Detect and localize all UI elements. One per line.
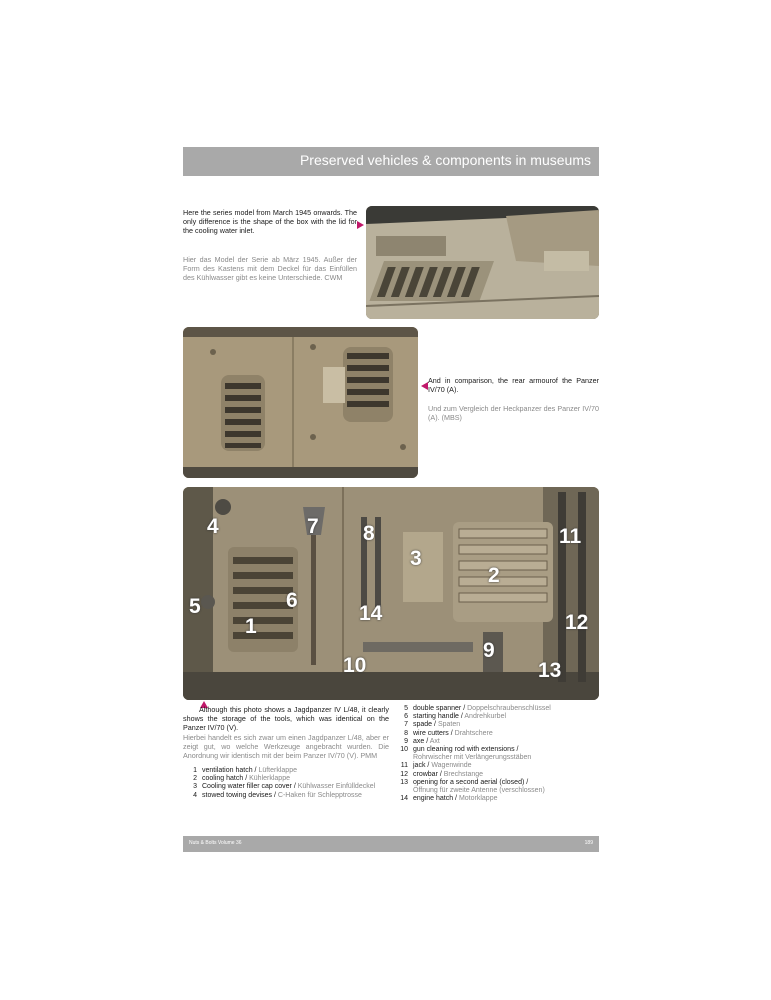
page-footer [183, 836, 599, 852]
photo-label-13: 13 [538, 659, 562, 682]
legend-number: 10 [400, 746, 408, 754]
caption-bottom-de: Hierbei handelt es sich zwar um einen Jagdpanzer L/48, aber er zeigt gut, wo welche Werkzeuge angebracht wurden. Die Anordnung wir identisch mit der beim Panzer IV/70 (V). PMM [183, 733, 389, 760]
legend-item [183, 775, 393, 783]
legend-separator: / [516, 746, 519, 754]
legend-term-de: Öffnung für zweite Antenne (verschlossen) [413, 787, 545, 795]
photo-label-5: 5 [189, 595, 201, 618]
legend-term-en: opening for a second aerial (closed) [413, 778, 525, 786]
legend-term-de: Doppelschraubenschlüssel [467, 705, 551, 712]
legend-number: 1 [193, 767, 197, 774]
legend-number: 3 [193, 783, 197, 791]
legend-separator: / [463, 705, 466, 712]
legend-separator: / [434, 721, 436, 729]
legend-number: 6 [404, 713, 408, 721]
legend-item [183, 783, 393, 791]
photo-label-1: 1 [245, 615, 257, 638]
legend-term-en: engine hatch [413, 795, 454, 803]
caption-top-en: Here the series model from March 1945 onwards. The only difference is the shape of the box with the lid for the cooling water inlet. [183, 208, 357, 235]
legend-term-en: gun cleaning rod with extensions [413, 746, 515, 754]
legend-term-de: Kühlerklappe [249, 775, 290, 783]
legend-number: 7 [404, 721, 408, 729]
legend-term-en: ventilation hatch [202, 767, 253, 774]
legend-term-de: Andrehkurbel [464, 713, 507, 721]
photo-label-9: 9 [483, 639, 495, 662]
legend-item [183, 767, 393, 775]
legend-term-de: Lüfterklappe [258, 767, 297, 774]
caption-pointer-left-icon [421, 382, 428, 390]
photo-label-10: 10 [343, 654, 367, 677]
legend-term-de: Wagenwinde [431, 762, 472, 770]
legend-number: 5 [404, 705, 408, 712]
legend-item [394, 762, 599, 770]
legend-term-de: Axt [429, 737, 440, 745]
photo-label-2: 2 [488, 564, 500, 587]
page-number: 189 [584, 840, 593, 846]
legend-term-en: jack [413, 762, 426, 770]
photo-label-7: 7 [307, 515, 319, 538]
legend-number: 11 [400, 762, 408, 770]
photo-label-4: 4 [207, 515, 219, 538]
legend-item [183, 792, 393, 800]
legend-term-de: Rohrwischer mit Verlängerungsstäben [413, 754, 532, 762]
legend-item [394, 705, 599, 713]
legend-number: 4 [193, 791, 197, 799]
caption-bottom-en: Although this photo shows a Jagdpanzer IV L/48, it clearly shows the storage of the tools, which was identical on the Panzer IV/70 (V). [183, 705, 389, 732]
legend-term-de: Motorklappe [458, 795, 498, 803]
legend-item [394, 730, 599, 738]
legend-item [394, 738, 599, 746]
legend-term-en: stowed towing devises [202, 791, 273, 799]
legend-term-en: starting handle [413, 713, 459, 721]
legend-term-en: spade [413, 721, 433, 729]
caption-top-de: Hier das Model der Serie ab März 1945. Außer der Form des Kastens mit dem Deckel für das Einfüllen des Kühlwasser gibt es keine Unterschiede. CWM [183, 255, 357, 282]
legend-term-en: cooling hatch [202, 775, 244, 783]
photo-label-3: 3 [410, 547, 422, 570]
legend-term-en: double spanner [413, 705, 462, 712]
page-title: Preserved vehicles & components in museums [299, 152, 591, 168]
photo-label-11: 11 [559, 525, 582, 548]
caption-middle-en: And in comparison, the rear armourof the Panzer IV/70 (A). [428, 376, 599, 394]
photo-label-6: 6 [286, 589, 298, 612]
legend-separator: / [460, 713, 463, 721]
legend-item [394, 771, 599, 779]
legend-number: 14 [400, 795, 408, 803]
legend-number: 12 [400, 770, 408, 778]
legend-separator: / [526, 778, 529, 786]
legend-item [394, 795, 599, 803]
legend-term-en: wire cutters [413, 729, 449, 737]
legend-separator: / [427, 762, 430, 770]
legend-item [394, 721, 599, 729]
photo-tool-storage-jagdpanzer [183, 487, 599, 700]
legend-item [394, 713, 599, 721]
legend-item [394, 779, 599, 795]
legend-left [183, 767, 393, 800]
legend-separator: / [245, 775, 248, 783]
photo-label-8: 8 [363, 522, 375, 545]
legend-term-en: crowbar [413, 770, 438, 778]
legend-separator: / [426, 737, 429, 745]
legend-term-de: Brechstange [443, 770, 484, 778]
header-banner [183, 147, 599, 176]
caption-middle-de: Und zum Vergleich der Heckpanzer des Panzer IV/70 (A). (MBS) [428, 404, 599, 422]
legend-number: 13 [400, 778, 408, 786]
legend-separator: / [274, 791, 276, 799]
photo-rear-armour-panzer-iv70a [183, 327, 418, 478]
legend-separator: / [455, 795, 457, 803]
legend-separator: / [439, 770, 442, 778]
photo-label-14: 14 [359, 602, 383, 625]
legend-number: 8 [404, 729, 408, 737]
photo-label-12: 12 [565, 611, 589, 634]
legend-item [394, 746, 599, 762]
legend-separator: / [293, 783, 296, 791]
legend-term-en: axe [413, 737, 425, 745]
caption-pointer-right-icon [357, 221, 364, 229]
publication-title: Nuts & Bolts Volume 36 [189, 840, 242, 846]
legend-term-en: Cooling water filler cap cover [202, 783, 292, 791]
legend-right [394, 705, 599, 803]
legend-term-de: Kühlwasser Einfülldeckel [297, 783, 376, 791]
legend-number: 2 [193, 775, 197, 783]
legend-separator: / [254, 767, 257, 774]
legend-separator: / [450, 729, 453, 737]
legend-number: 9 [404, 737, 408, 745]
legend-term-de: C-Haken für Schlepptrosse [277, 791, 362, 799]
legend-term-de: Spaten [437, 721, 461, 729]
legend-term-de: Drahtschere [454, 729, 493, 737]
photo-rear-deck-series-model [366, 206, 599, 319]
